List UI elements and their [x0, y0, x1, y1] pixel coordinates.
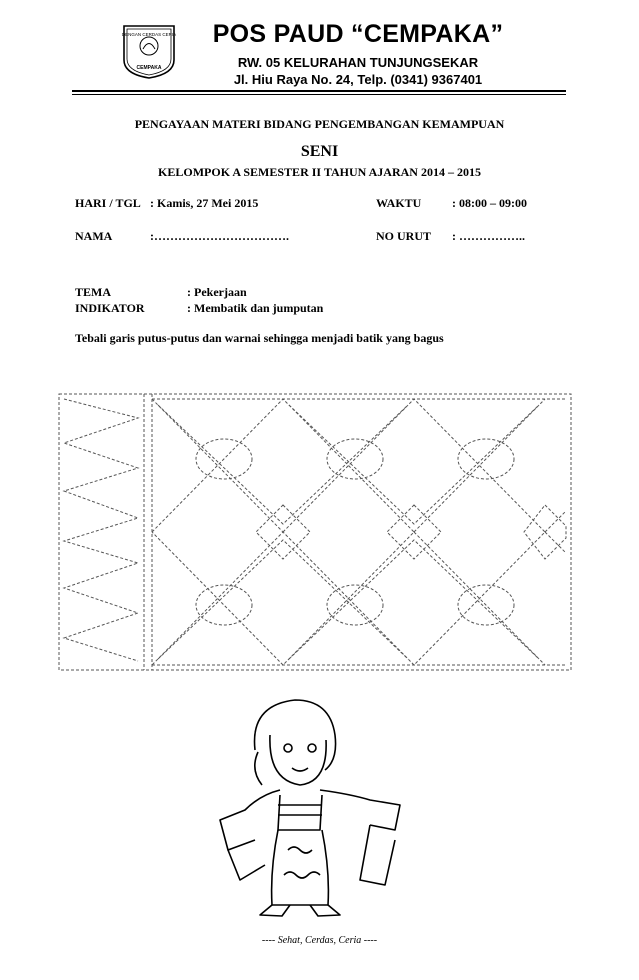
- subject-title: SENI: [300, 143, 339, 160]
- school-rw: RW. 05 KELURAHAN TUNJUNGSEKAR: [237, 55, 479, 70]
- hari-label: HARI / TGL: [75, 196, 141, 210]
- footer-motto: ---- Sehat, Cerdas, Ceria ----: [261, 935, 378, 946]
- batik-pattern-outline: [58, 393, 572, 671]
- school-name: POS PAUD “CEMPAKA”: [212, 20, 504, 48]
- school-address: Jl. Hiu Raya No. 24, Telp. (0341) 9367401: [233, 72, 483, 87]
- dancer-illustration: [200, 690, 420, 920]
- nama-value: :…………………………….: [150, 229, 289, 243]
- waktu-value: : 08:00 – 09:00: [452, 196, 527, 210]
- indikator-value: : Membatik dan jumputan: [187, 301, 324, 315]
- header-divider-thin: [72, 94, 566, 95]
- hari-value: : Kamis, 27 Mei 2015: [150, 196, 259, 210]
- tema-label: TEMA: [75, 285, 111, 299]
- header-divider: [72, 90, 566, 92]
- waktu-label: WAKTU: [376, 196, 422, 210]
- pengayaan-title: PENGAYAAN MATERI BIDANG PENGEMBANGAN KEMAMPUAN: [134, 117, 505, 131]
- urut-label: NO URUT: [376, 229, 432, 243]
- logo-text-top: DENGAN CERDAS CERIA: [121, 32, 177, 37]
- nama-label: NAMA: [75, 229, 113, 243]
- school-logo: [118, 22, 180, 80]
- logo-text-bottom: CEMPAKA: [136, 65, 162, 71]
- kelompok-title: KELOMPOK A SEMESTER II TAHUN AJARAN 2014 – 2015: [158, 165, 481, 179]
- urut-value: : ……………..: [452, 229, 525, 243]
- tema-value: : Pekerjaan: [187, 285, 247, 299]
- instruction-text: Tebali garis putus-putus dan warnai sehingga menjadi batik yang bagus: [75, 331, 444, 345]
- indikator-label: INDIKATOR: [75, 301, 145, 315]
